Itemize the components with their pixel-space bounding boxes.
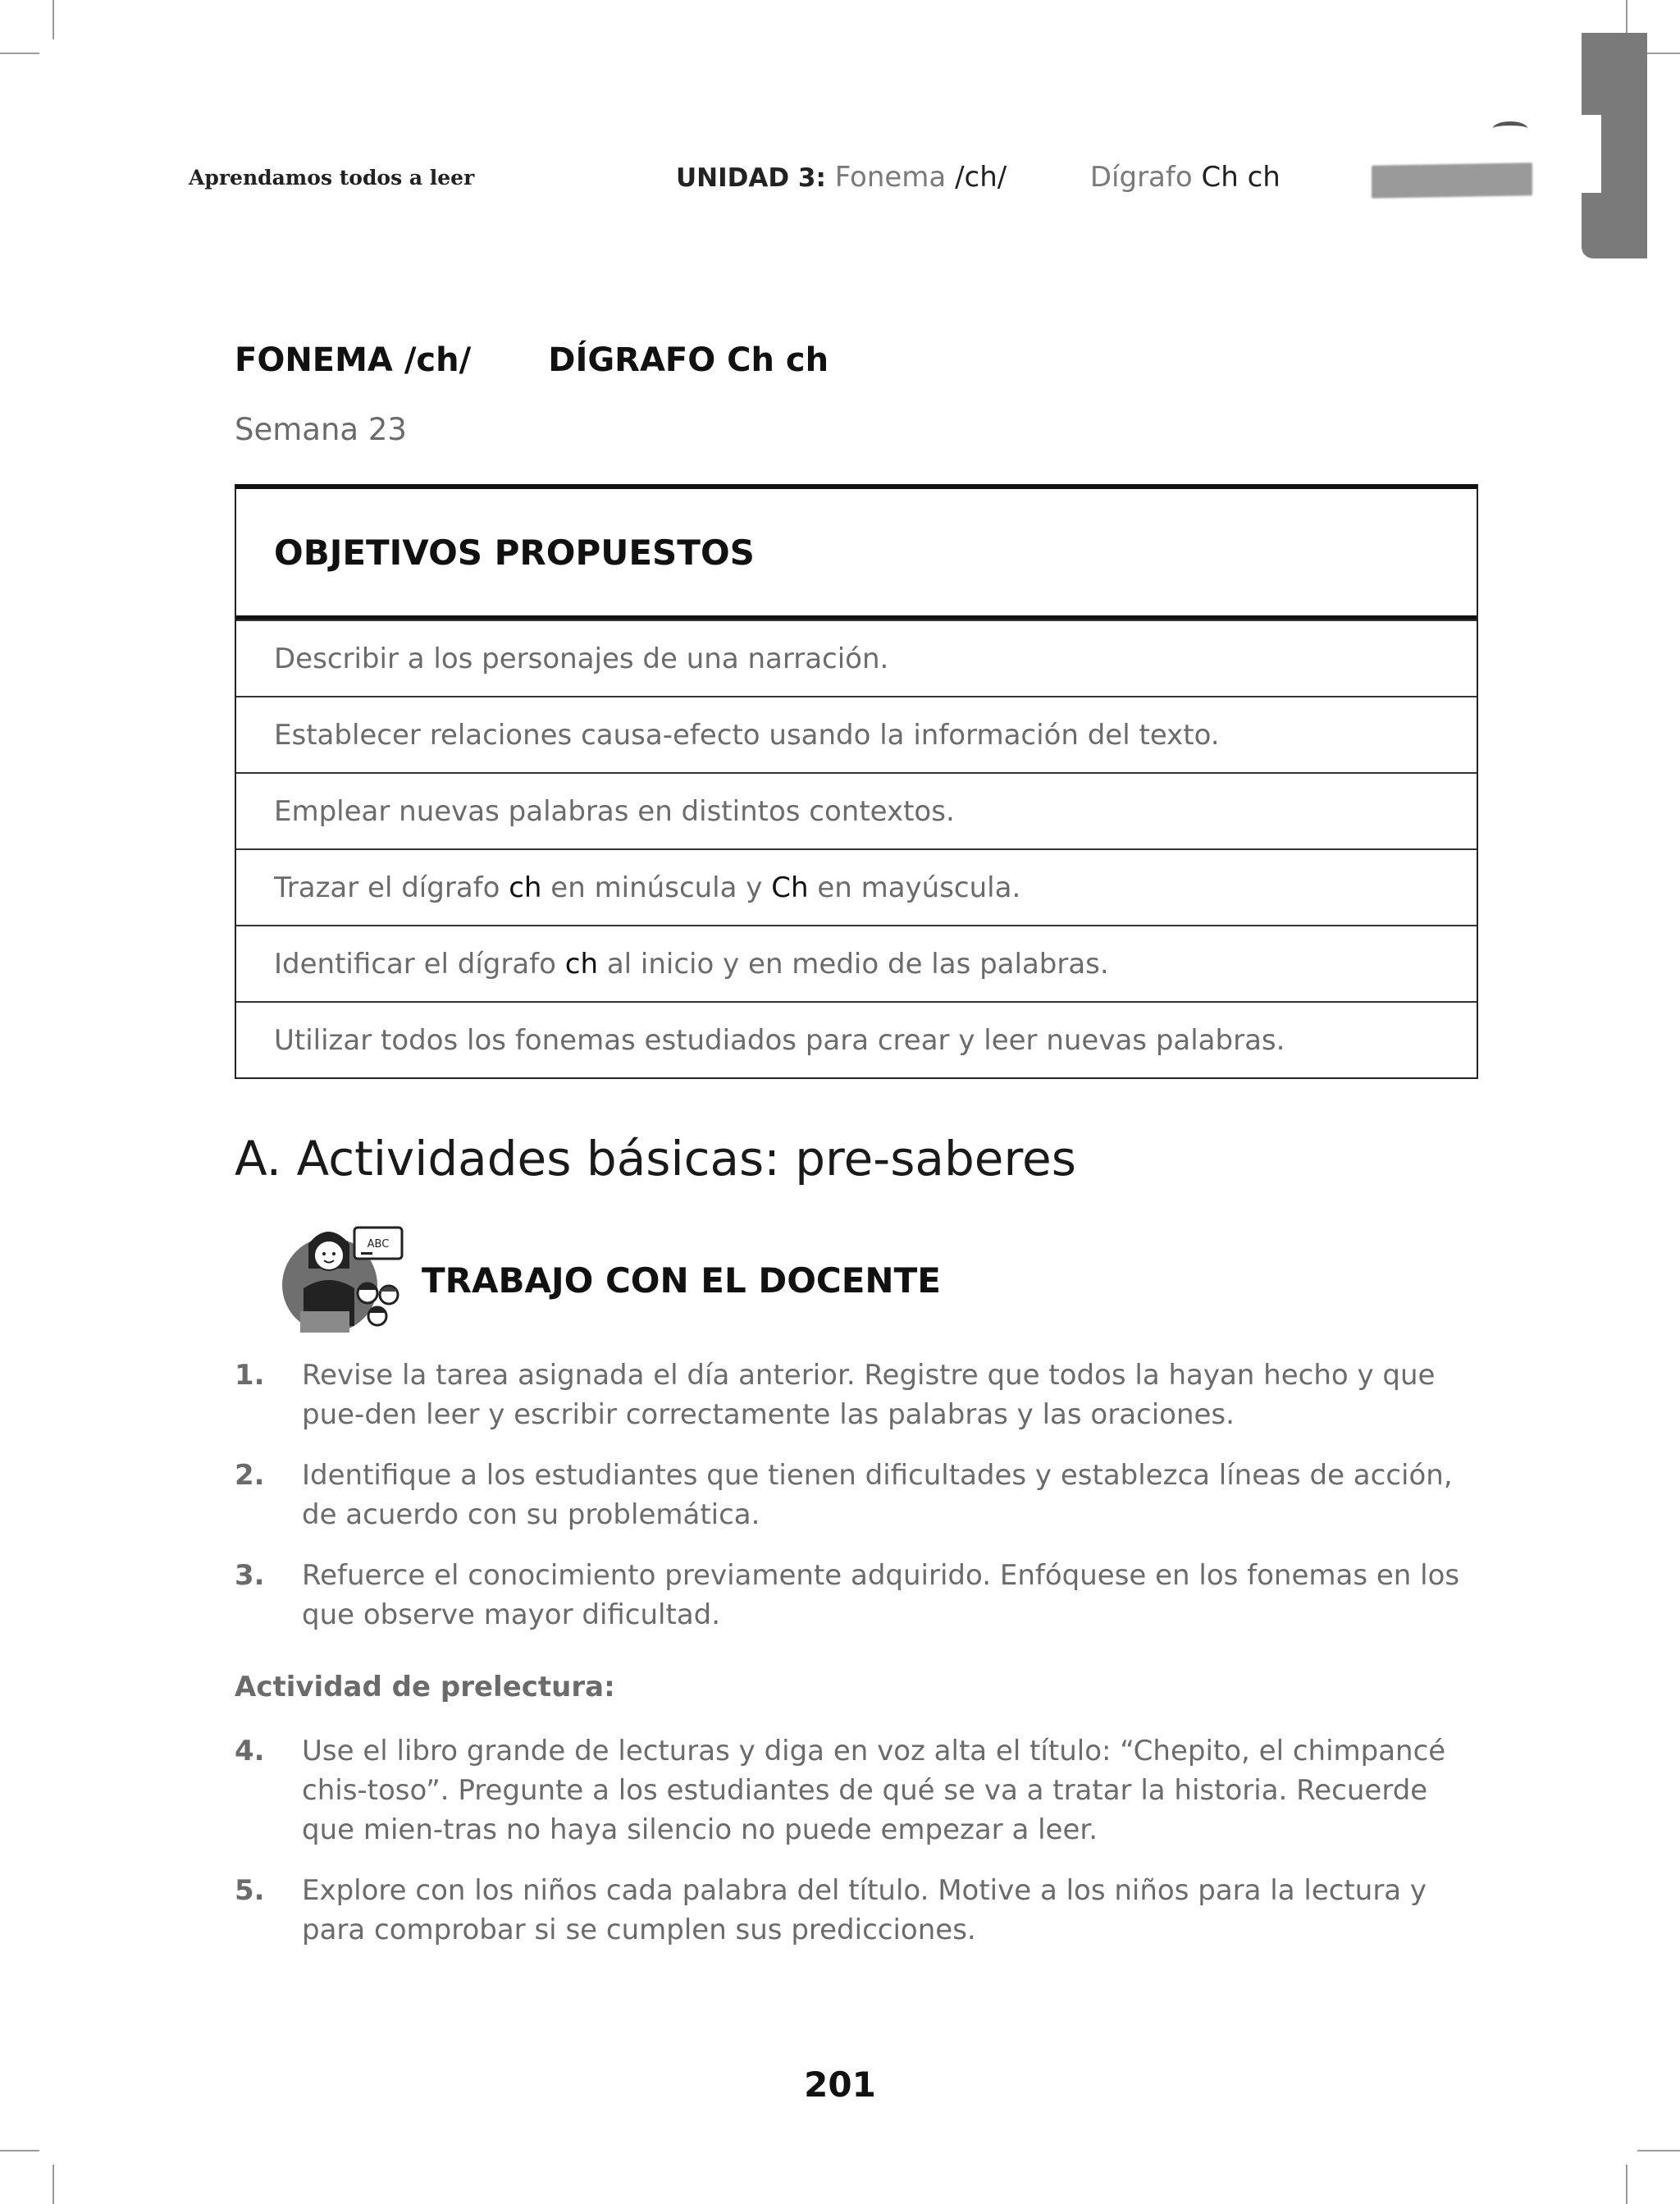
week-label: Semana 23 bbox=[235, 412, 407, 447]
unit-label: UNIDAD 3: bbox=[676, 163, 826, 193]
crop-mark bbox=[52, 2165, 54, 2204]
svg-text:ABC: ABC bbox=[367, 1238, 390, 1251]
crop-mark bbox=[0, 2150, 39, 2151]
activity-list-b bbox=[235, 1731, 1481, 1971]
teacher-icon bbox=[279, 1219, 410, 1334]
title-digrafo: DÍGRAFO Ch ch bbox=[548, 341, 829, 379]
title-fonema: FONEMA /ch/ bbox=[235, 341, 472, 379]
docente-label: TRABAJO CON EL DOCENTE bbox=[422, 1260, 941, 1301]
digrafo-word: Dígrafo bbox=[1089, 161, 1193, 194]
digraph-highlight: ch bbox=[564, 947, 599, 981]
objective-row: Trazar el dígrafo ch en minúscula y Ch en mayúscula. bbox=[236, 848, 1477, 925]
objective-row: Utilizar todos los fonemas estudiados para crear y leer nuevas palabras. bbox=[236, 1001, 1477, 1077]
objective-row: Establecer relaciones causa-efecto usando la información del texto. bbox=[236, 696, 1477, 772]
digrafo-value: Ch ch bbox=[1201, 161, 1281, 194]
list-item: 4. Use el libro grande de lecturas y diga en voz alta el título: “Chepito, el chimpancé chis-toso”. Pregunte a los estudiantes de qué se va a tratar la historia. Recuerde que mien-tras no haya silencio no puede empezar a leer. bbox=[235, 1735, 1446, 1846]
list-item: 1. Revise la tarea asignada el día anterior. Registre que todos la hayan hecho y que pue-den leer y escribir correctamente las palabras y las oraciones. bbox=[235, 1359, 1436, 1431]
objective-row: Emplear nuevas palabras en distintos contextos. bbox=[236, 772, 1477, 848]
objectives-heading: OBJETIVOS PROPUESTOS bbox=[236, 489, 1477, 620]
objective-row: Describir a los personajes de una narración. bbox=[236, 620, 1477, 696]
digraph-highlight: Ch bbox=[771, 871, 809, 904]
redacted-bar bbox=[1372, 162, 1532, 198]
page-number: 201 bbox=[804, 2065, 876, 2105]
page-title bbox=[235, 341, 829, 379]
section-title: A. Actividades básicas: pre-saberes bbox=[235, 1131, 1076, 1187]
fonema-word: Fonema bbox=[834, 161, 947, 194]
crop-mark bbox=[52, 0, 54, 39]
list-item: 3. Refuerce el conocimiento previamente adquirido. Enfóquese en los fonemas en los que observe mayor dificultad. bbox=[235, 1559, 1460, 1631]
crop-mark bbox=[1626, 2165, 1628, 2204]
list-item: 5. Explore con los niños cada palabra del título. Motive a los niños para la lectura y para comprobar si se cumplen sus predicciones. bbox=[235, 1874, 1427, 1946]
side-tab-notch bbox=[1582, 115, 1601, 193]
fonema-value: /ch/ bbox=[955, 161, 1007, 194]
crop-mark bbox=[0, 53, 39, 54]
objective-row: Identificar el dígrafo ch al inicio y en medio de las palabras. bbox=[236, 925, 1477, 1001]
decorative-arc bbox=[1493, 121, 1527, 135]
list-item: 2. Identifique a los estudiantes que tienen dificultades y establezca líneas de acción, de acuerdo con su problemática. bbox=[235, 1459, 1453, 1531]
unit-header bbox=[676, 161, 1281, 194]
crop-mark bbox=[1637, 2150, 1680, 2151]
series-title: Aprendamos todos a leer bbox=[189, 166, 475, 190]
objectives-table bbox=[235, 484, 1478, 1079]
activity-list-a bbox=[235, 1356, 1481, 1656]
prelectura-heading: Actividad de prelectura: bbox=[235, 1671, 615, 1703]
digraph-highlight: ch bbox=[509, 871, 542, 904]
